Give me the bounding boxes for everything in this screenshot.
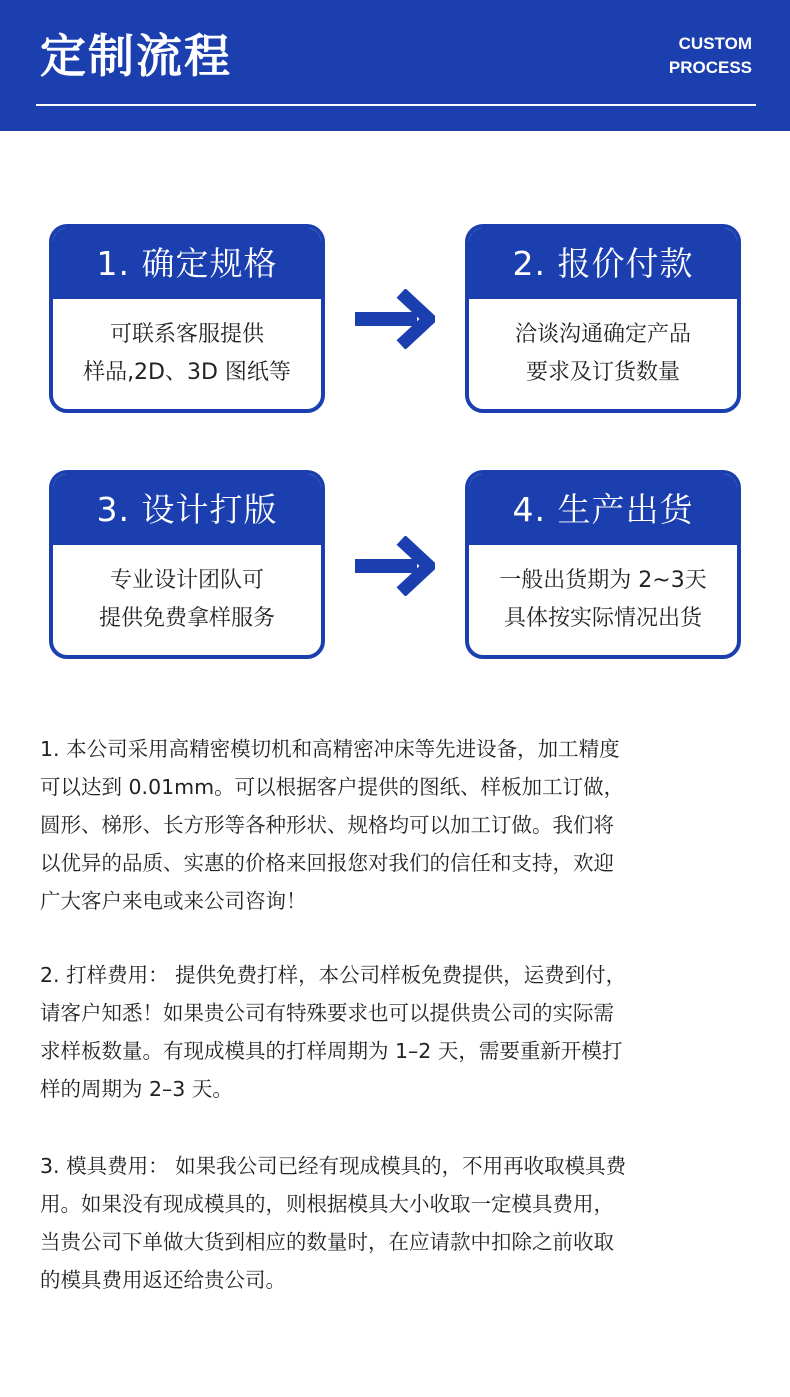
arrow-right-icon	[355, 536, 435, 596]
paragraph-line: 用。如果没有现成模具的，则根据模具大小收取一定模具费用，	[40, 1192, 614, 1216]
step-description-line: 提供免费拿样服务	[98, 606, 275, 631]
step-card-1	[49, 224, 325, 413]
arrow-right-icon	[355, 289, 435, 349]
step-description-line: 要求及订货数量	[525, 360, 680, 385]
header-banner	[0, 0, 790, 131]
subtitle-line-2: PROCESS	[668, 58, 752, 77]
paragraph-line: 以优异的品质、实惠的价格来回报您对我们的信任和支持，欢迎	[40, 851, 614, 875]
step-description	[469, 545, 737, 638]
subtitle-line-1: CUSTOM	[678, 34, 752, 53]
step-card-3	[49, 470, 325, 659]
step-title: 2. 报价付款	[469, 228, 737, 299]
step-description	[469, 299, 737, 392]
step-description-line: 具体按实际情况出货	[503, 606, 702, 631]
paragraph-line: 的模具费用返还给贵公司。	[40, 1268, 286, 1292]
step-title: 1. 确定规格	[53, 228, 321, 299]
step-description	[53, 545, 321, 638]
paragraph-line: 圆形、梯形、长方形等各种形状、规格均可以加工订做。我们将	[40, 813, 614, 837]
step-card-2	[465, 224, 741, 413]
paragraph-line: 可以达到 0.01mm。可以根据客户提供的图纸、样板加工订做，	[40, 775, 625, 799]
info-paragraph-1	[40, 730, 752, 920]
step-description-line: 专业设计团队可	[109, 568, 264, 593]
step-title: 4. 生产出货	[469, 474, 737, 545]
page-subtitle	[669, 32, 752, 80]
step-description-line: 样品,2D、3D 图纸等	[83, 360, 291, 385]
info-paragraph-3	[40, 1147, 752, 1299]
paragraph-line: 2. 打样费用： 提供免费打样，本公司样板免费提供，运费到付，	[40, 963, 627, 987]
paragraph-line: 求样板数量。有现成模具的打样周期为 1–2 天，需要重新开模打	[40, 1039, 623, 1063]
paragraph-line: 样的周期为 2–3 天。	[40, 1077, 233, 1101]
step-card-4	[465, 470, 741, 659]
paragraph-line: 当贵公司下单做大货到相应的数量时，在应请款中扣除之前收取	[40, 1230, 614, 1254]
paragraph-line: 3. 模具费用： 如果我公司已经有现成模具的，不用再收取模具费	[40, 1154, 627, 1178]
paragraph-line: 广大客户来电或来公司咨询！	[40, 889, 307, 913]
header-divider	[36, 104, 756, 106]
info-paragraph-2	[40, 956, 752, 1108]
paragraph-line: 请客户知悉！如果贵公司有特殊要求也可以提供贵公司的实际需	[40, 1001, 614, 1025]
page-title: 定制流程	[40, 29, 232, 83]
paragraph-line: 1. 本公司采用高精密模切机和高精密冲床等先进设备，加工精度	[40, 737, 620, 761]
step-description-line: 洽谈沟通确定产品	[514, 322, 691, 347]
step-description-line: 一般出货期为 2~3天	[499, 568, 707, 593]
step-description	[53, 299, 321, 392]
step-description-line: 可联系客服提供	[109, 322, 264, 347]
step-title: 3. 设计打版	[53, 474, 321, 545]
